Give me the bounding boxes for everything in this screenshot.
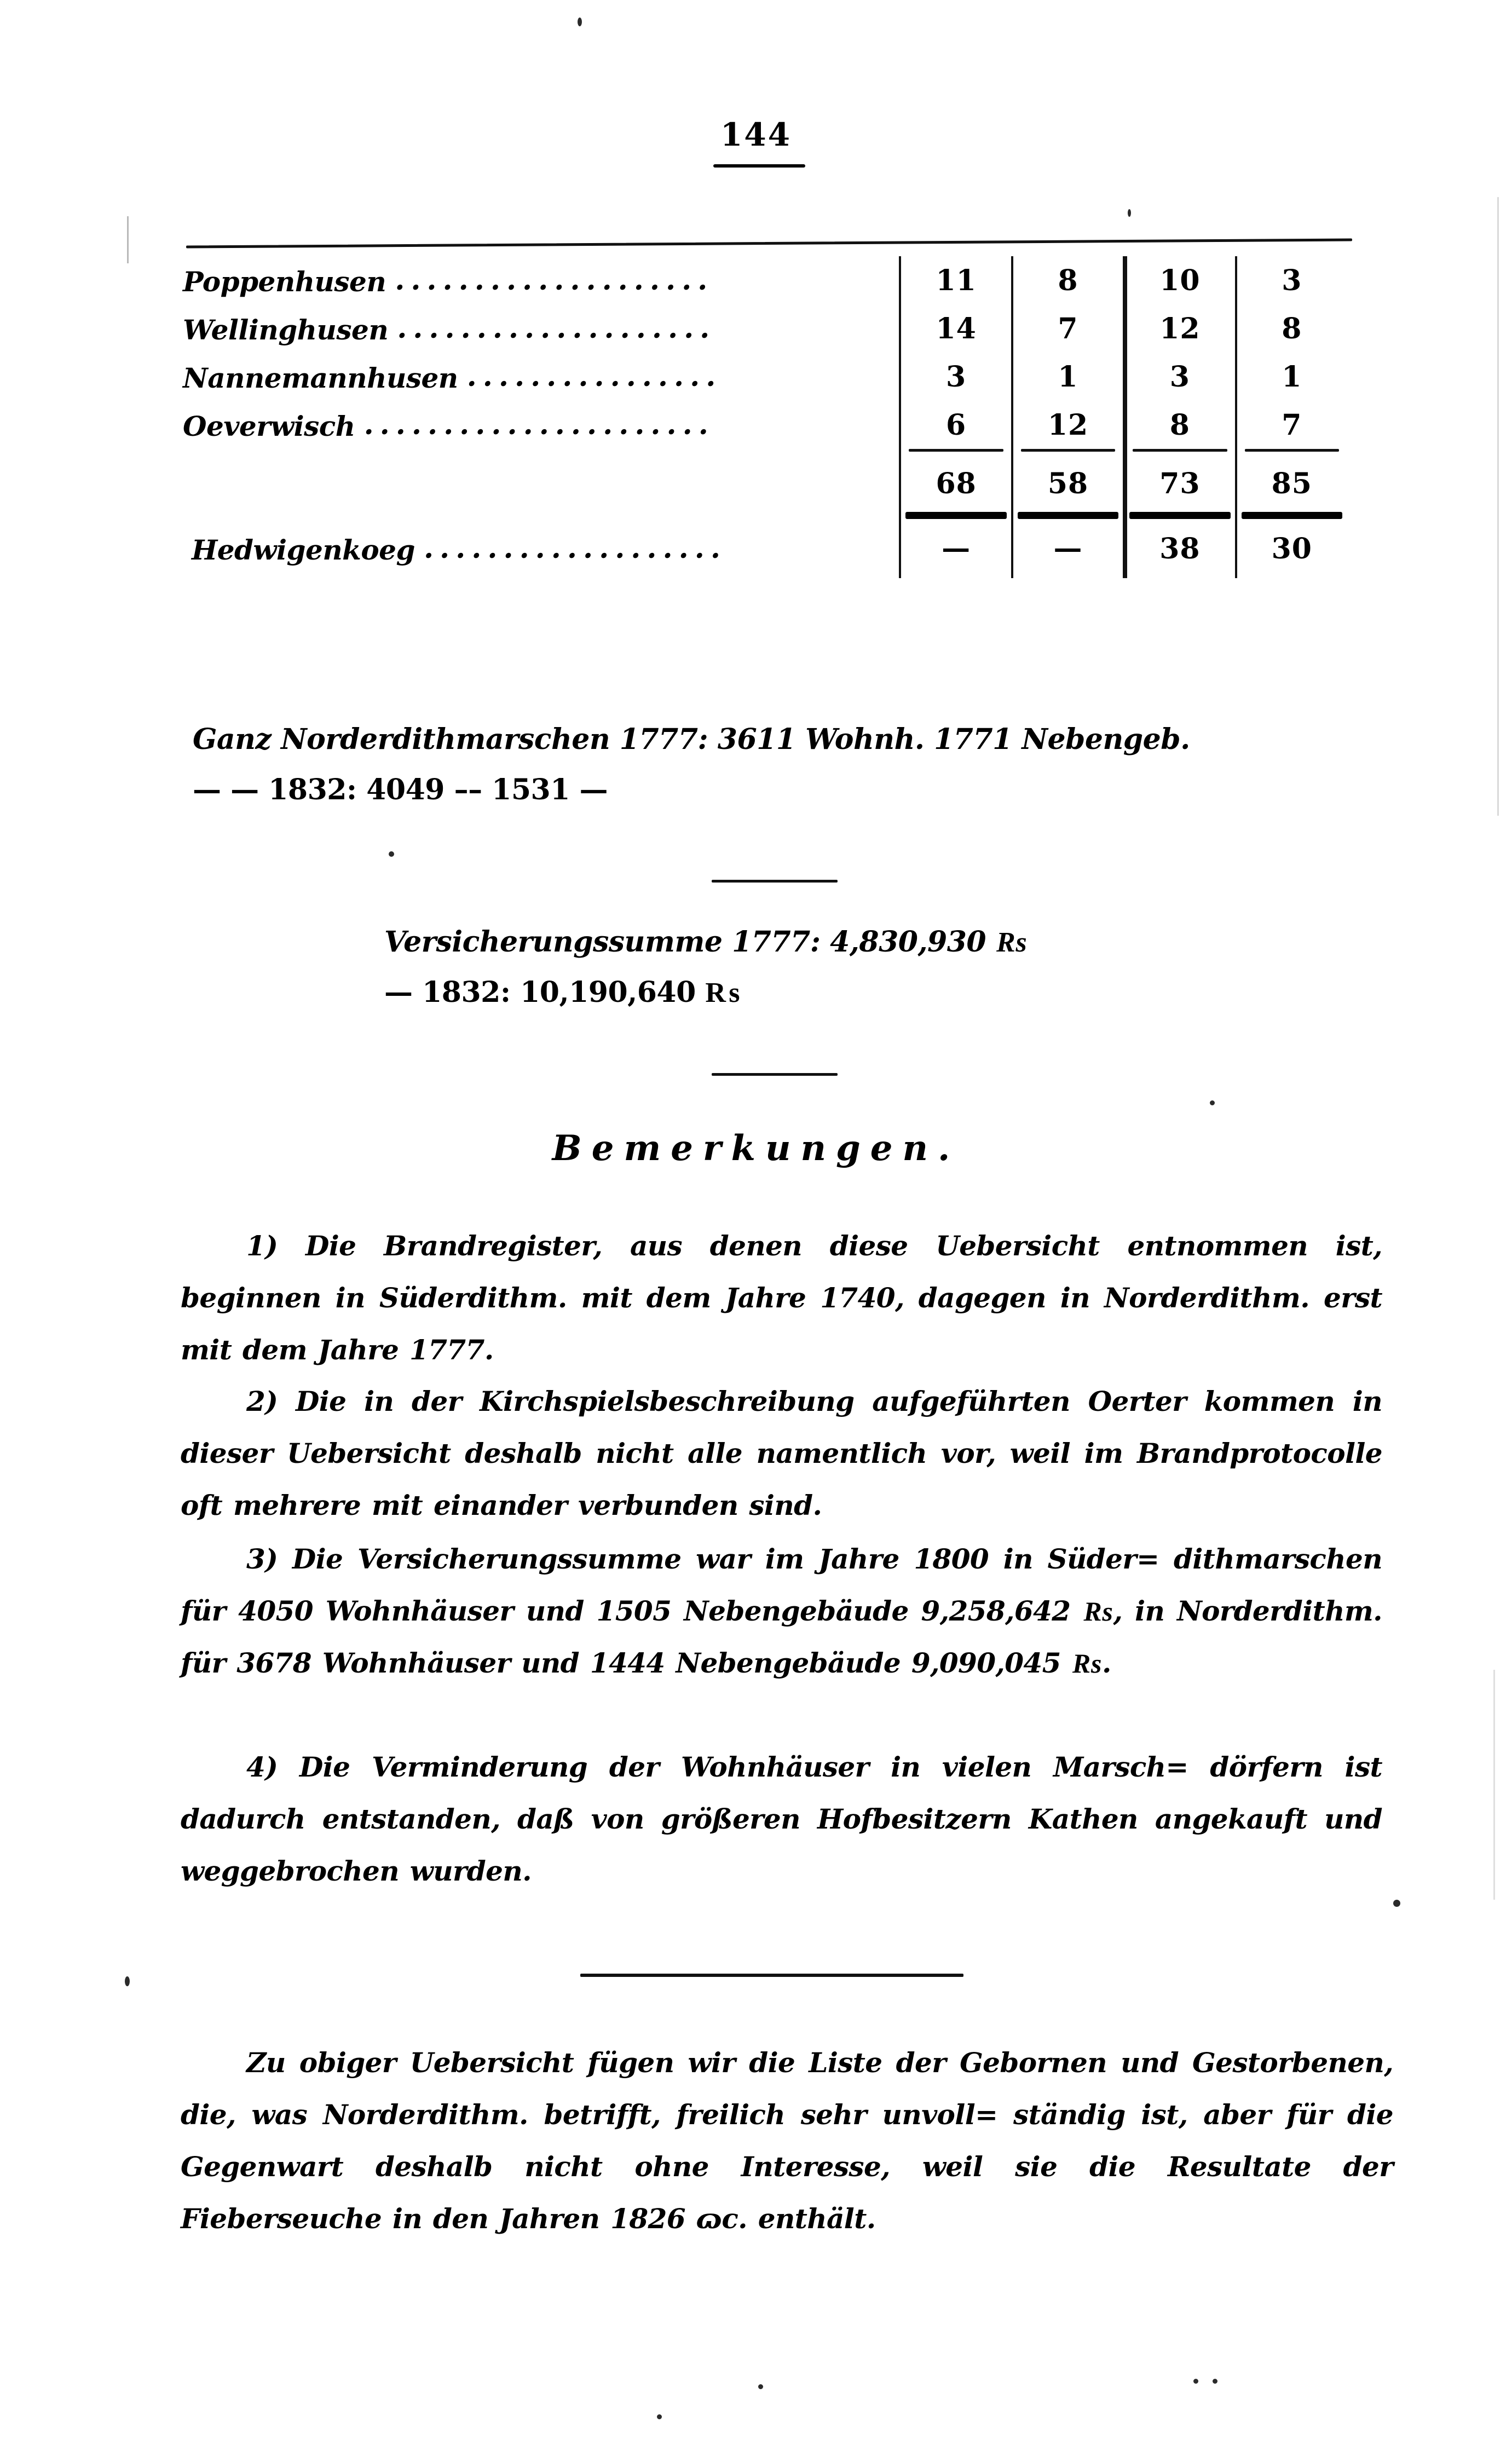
remark-text: 4) Die Verminderung der Wohnhäuser in vielen Marsch= dörfern ist dadurch entstanden, daß von größeren Hofbesitzern Kathen angekauft und weggebrochen wurden. bbox=[181, 1751, 1382, 1887]
row-value-4: 7 bbox=[1236, 401, 1347, 449]
scan-speck bbox=[389, 851, 394, 857]
closing-paragraph bbox=[181, 2037, 1393, 2245]
table-row bbox=[181, 401, 1347, 449]
leader-dots: .................... bbox=[397, 311, 716, 345]
leader-dots: ................... bbox=[423, 531, 726, 565]
place-name: Poppenhusen bbox=[183, 265, 386, 298]
remark-paragraph-3 bbox=[181, 1533, 1382, 1689]
page-edge-mark-right bbox=[1497, 197, 1499, 816]
table-top-rule bbox=[186, 238, 1352, 248]
summary-total-1777: Ganz Norderdithmarschen 1777: 3611 Wohnh. 1771 Nebengeb. bbox=[193, 723, 1190, 756]
scan-speck bbox=[1213, 2379, 1217, 2384]
place-name: Wellinghusen bbox=[183, 313, 389, 346]
remark-paragraph-4 bbox=[181, 1741, 1382, 1897]
row-value-2: — bbox=[1012, 519, 1124, 578]
row-value-3: 3 bbox=[1124, 353, 1236, 401]
page-edge-mark-right-lower bbox=[1493, 1670, 1495, 1900]
spacer-cell bbox=[181, 512, 900, 519]
rule-cell bbox=[1236, 512, 1347, 519]
leader-dots: ................ bbox=[466, 359, 722, 393]
row-value-1: 11 bbox=[900, 256, 1012, 304]
row-value-3: 12 bbox=[1124, 304, 1236, 353]
leader-dots: .................... bbox=[395, 263, 714, 297]
row-value-1: 14 bbox=[900, 304, 1012, 353]
scan-speck bbox=[125, 1976, 130, 1986]
totals-label-cell bbox=[181, 452, 900, 512]
statistics-table bbox=[181, 256, 1347, 578]
scan-speck bbox=[1393, 1900, 1400, 1907]
rule-cell bbox=[900, 512, 1012, 519]
scan-speck bbox=[1210, 1100, 1215, 1105]
remark-text: 1) Die Brandregister, aus denen diese Uebersicht entnommen ist, beginnen in Süderdithm. mit dem Jahre 1740, dagegen in Norderdithm. erst mit dem Jahre 1777. bbox=[181, 1230, 1382, 1366]
table-row bbox=[181, 353, 1347, 401]
totals-row bbox=[181, 452, 1347, 512]
remarks-heading: Bemerkungen. bbox=[552, 1128, 960, 1169]
row-name-cell bbox=[181, 401, 900, 449]
total-value-4: 85 bbox=[1236, 452, 1347, 512]
place-name: Hedwigenkoeg bbox=[192, 533, 415, 566]
closing-text: Zu obiger Uebersicht fügen wir die Liste der Gebornen und Gestorbenen, die, was Norderdithm. betrifft, freilich sehr unvoll= ständig ist, aber für die Gegenwart deshalb nicht ohne Interesse, weil sie die Resultate der Fieberseuche in den Jahren 1826 ɷc. enthält. bbox=[181, 2046, 1393, 2235]
divider-rule-lower bbox=[712, 1073, 838, 1076]
rule-cell bbox=[1124, 512, 1236, 519]
remark-text: 3) Die Versicherungssumme war im Jahre 1800 in Süder= dithmarschen für 4050 Wohnhäuser und 1505 Nebengebäude 9,258,642 ₨, in Norderdithm. für 3678 Wohnhäuser und 1444 Nebengebäude 9,090,045 ₨. bbox=[181, 1543, 1382, 1679]
divider-rule-bottom bbox=[580, 1974, 963, 1977]
row-value-2: 12 bbox=[1012, 401, 1124, 449]
totals-thick-rule bbox=[1018, 512, 1118, 519]
rule-cell bbox=[1012, 512, 1124, 519]
insurance-sum-1777: Versicherungssumme 1777: 4,830,930 ₨ bbox=[384, 925, 1028, 959]
row-name-cell bbox=[181, 304, 900, 353]
table-row bbox=[181, 256, 1347, 304]
total-value-3: 73 bbox=[1124, 452, 1236, 512]
scan-speck bbox=[758, 2384, 763, 2389]
row-value-4: 8 bbox=[1236, 304, 1347, 353]
totals-bottom-rule-row bbox=[181, 512, 1347, 519]
row-value-2: 8 bbox=[1012, 256, 1124, 304]
totals-thick-rule bbox=[905, 512, 1006, 519]
page-edge-mark-left bbox=[127, 216, 129, 263]
leader-dots: ...................... bbox=[363, 407, 714, 441]
page-number-underline bbox=[713, 164, 805, 168]
row-name-cell bbox=[181, 519, 900, 578]
remark-text: 2) Die in der Kirchspielsbeschreibung aufgeführten Oerter kommen in dieser Uebersicht deshalb nicht alle namentlich vor, weil im Brandprotocolle oft mehrere mit einander verbunden sind. bbox=[181, 1385, 1382, 1521]
total-value-1: 68 bbox=[900, 452, 1012, 512]
statistics-table-block bbox=[181, 256, 1347, 578]
row-value-2: 1 bbox=[1012, 353, 1124, 401]
row-value-4: 1 bbox=[1236, 353, 1347, 401]
place-name: Nannemannhusen bbox=[183, 361, 458, 394]
row-value-4: 3 bbox=[1236, 256, 1347, 304]
row-value-3: 38 bbox=[1124, 519, 1236, 578]
divider-rule-upper bbox=[712, 880, 838, 883]
place-name: Oeverwisch bbox=[183, 410, 355, 442]
row-value-2: 7 bbox=[1012, 304, 1124, 353]
row-value-4: 30 bbox=[1236, 519, 1347, 578]
scan-speck bbox=[1193, 2379, 1198, 2384]
row-value-3: 8 bbox=[1124, 401, 1236, 449]
scan-speck bbox=[578, 18, 582, 26]
summary-total-1832: — — 1832: 4049 –– 1531 — bbox=[193, 773, 608, 806]
row-name-cell bbox=[181, 256, 900, 304]
remark-paragraph-1 bbox=[181, 1220, 1382, 1376]
row-name-cell bbox=[181, 353, 900, 401]
total-value-2: 58 bbox=[1012, 452, 1124, 512]
row-value-1: 3 bbox=[900, 353, 1012, 401]
table-row bbox=[181, 304, 1347, 353]
scan-speck bbox=[657, 2414, 662, 2419]
insurance-sum-1832: — 1832: 10,190,640 ₨ bbox=[384, 976, 740, 1009]
remark-paragraph-2 bbox=[181, 1375, 1382, 1531]
page-number: 144 bbox=[720, 116, 792, 153]
row-value-1: — bbox=[900, 519, 1012, 578]
totals-thick-rule bbox=[1129, 512, 1230, 519]
totals-thick-rule bbox=[1242, 512, 1342, 519]
row-value-1: 6 bbox=[900, 401, 1012, 449]
row-value-3: 10 bbox=[1124, 256, 1236, 304]
table-row bbox=[181, 519, 1347, 578]
scan-speck bbox=[1128, 209, 1131, 217]
